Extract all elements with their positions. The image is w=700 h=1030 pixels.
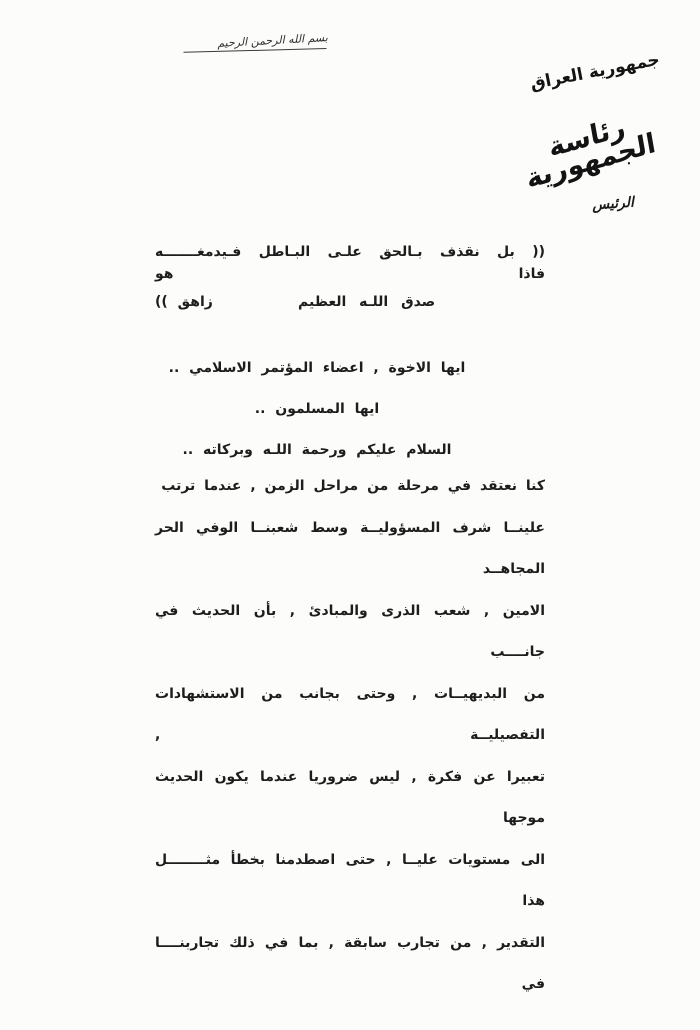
body-line-7: التقدير , من تجارب سابقة , بما في ذلك تجاربنــــا في <box>155 934 545 992</box>
greetings-block <box>118 348 516 471</box>
republic-of-iraq-calligraphy: جمهورية العراق <box>528 49 662 95</box>
quran-verse-line-2 <box>155 294 545 316</box>
body-line-5: تعبيرا عن فكرة , ليس ضروريا عندما يكون الحديث موجها <box>155 768 545 826</box>
handwritten-basmala-text: بسم الله الرحمن الرحيم <box>216 31 329 50</box>
body-line-2: علينــا شرف المسؤوليــة وسط شعبنــا الوفي الحر المجاهــد <box>155 519 545 577</box>
handwritten-basmala <box>195 30 350 51</box>
body-line-4: من البديهيــات , وحتى بجانب من الاستشهادات التفصيليــة , <box>155 685 545 743</box>
greeting-line-muslims: ايها المسلمون .. <box>254 401 380 417</box>
president-title: الرئيس <box>591 194 635 214</box>
greeting-line-brothers: ايها الاخوة , اعضاء المؤتمر الاسلامي .. <box>168 360 466 376</box>
body-line-1: كنا نعتقد في مرحلة من مراحل الزمن , عندما ترتب <box>161 478 545 494</box>
presidency-emblem-calligraphy: رئاسة الجمهورية <box>524 111 658 196</box>
body-line-6: الى مستويات عليــا , حتى اصطدمنا بخطأ مثــــــــل هذا <box>155 851 545 909</box>
quran-verse-continuation: زاهق )) <box>155 294 213 310</box>
greeting-line-salam: السلام عليكم ورحمة اللـه وبركاته .. <box>182 442 452 458</box>
quran-verse-line-1: (( بل نقذف بـالحق علـى البـاطل فـيدمغـــــــه فاذا هو <box>155 244 545 282</box>
body-line-3: الامين , شعب الذرى والمبادئ , بأن الحديث في جانــــب <box>155 602 545 660</box>
verse-attribution: صدق اللـه العظيم <box>298 294 436 310</box>
speech-body-paragraph <box>155 466 545 1006</box>
handwriting-underline-stroke <box>184 48 327 53</box>
